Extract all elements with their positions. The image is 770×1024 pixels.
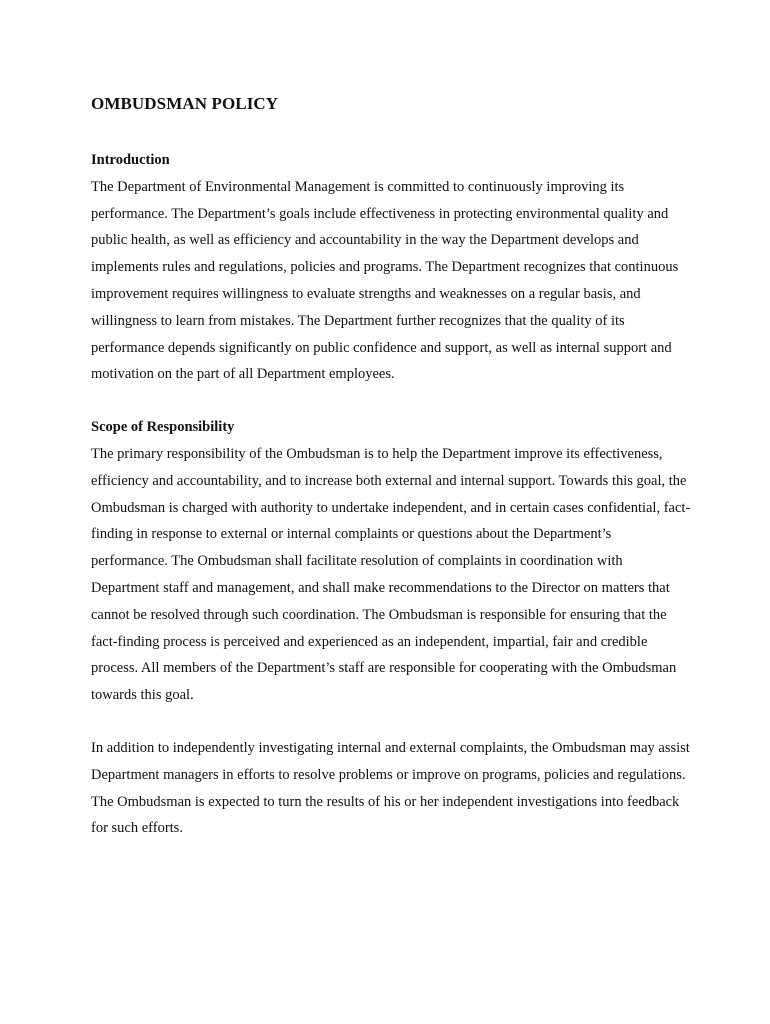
scope-paragraph-1: The primary responsibility of the Ombudsman is to help the Department improve its effectiveness, efficiency and accountability, and to increase both external and internal support. Towards this goal, the Ombudsman is charged with authority to undertake independent, and in certain cases confidential, fact-finding in response to external or internal complaints or questions about the Department’s performance. The Ombudsman shall facilitate resolution of complaints in coordination with Department staff and management, and shall make recommendations to the Director on matters that cannot be resolved through such coordination. The Ombudsman is responsible for ensuring that the fact-finding process is perceived and experienced as an independent, impartial, fair and credible process. All members of the Department’s staff are responsible for cooperating with the Ombudsman towards this goal. [91, 445, 691, 704]
introduction-section [91, 147, 691, 388]
scope-paragraph-2: In addition to independently investigating internal and external complaints, the Ombudsman may assist Department managers in efforts to resolve problems or improve on programs, policies and regulations. The Ombudsman is expected to turn the results of his or her independent investigations into feedback for such efforts. [91, 739, 690, 837]
scope-of-responsibility-section [91, 414, 691, 842]
introduction-paragraph: The Department of Environmental Management is committed to continuously improving its performance. The Department’s goals include effectiveness in protecting environmental quality and public health, as well as efficiency and accountability in the way the Department develops and implements rules and regulations, policies and programs. The Department recognizes that continuous improvement requires willingness to evaluate strengths and weaknesses on a regular basis, and willingness to learn from mistakes. The Department further recognizes that the quality of its performance depends significantly on public confidence and support, as well as internal support and motivation on the part of all Department employees. [91, 178, 679, 383]
document-title: OMBUDSMAN POLICY [91, 94, 279, 113]
document-body [91, 92, 691, 842]
section-heading: Scope of Responsibility [91, 419, 235, 436]
section-heading: Introduction [91, 152, 170, 168]
